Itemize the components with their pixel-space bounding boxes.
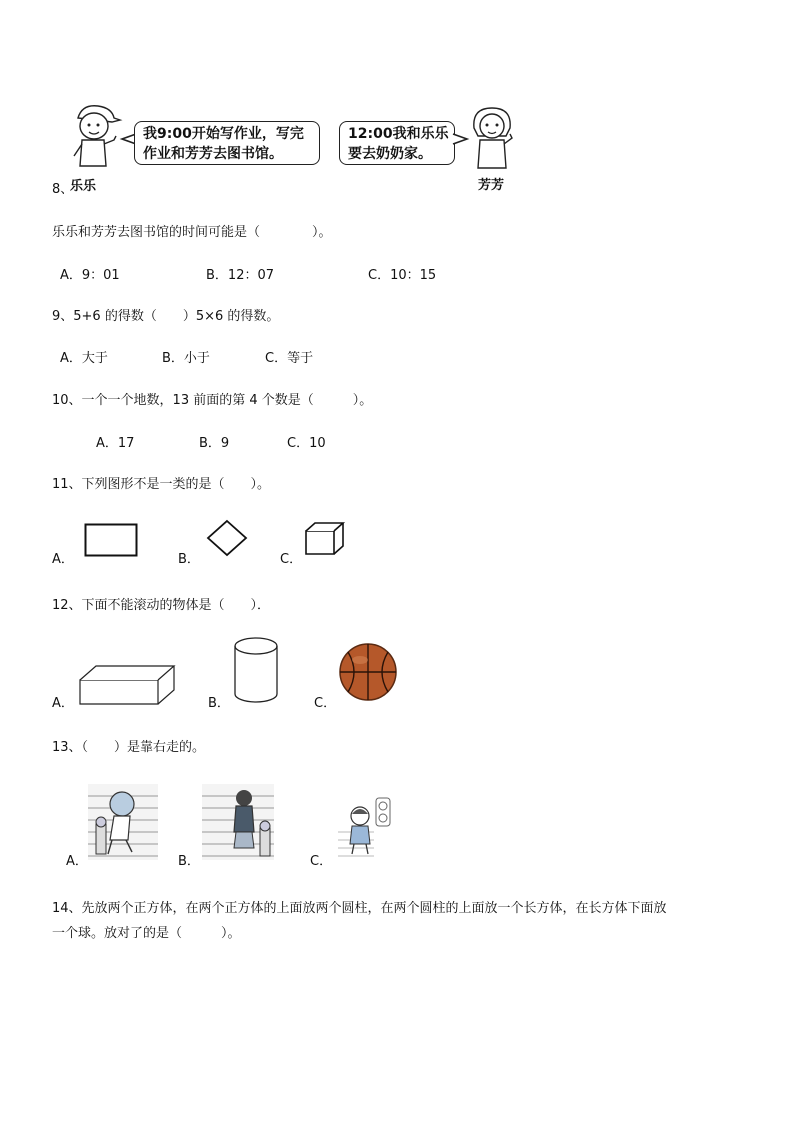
q8-option-b[interactable]: B．12：07: [206, 268, 275, 283]
q9-option-c[interactable]: C．等于: [265, 351, 314, 366]
cylinder-shape[interactable]: [232, 636, 280, 706]
question-11-text: 11、下列图形不是一类的是（ ）。: [52, 477, 271, 492]
lele-name-label: 乐乐: [70, 179, 97, 194]
q13-option-c-label[interactable]: C．: [310, 854, 333, 869]
q9-option-a[interactable]: A．大于: [60, 351, 108, 366]
cube-shape[interactable]: [304, 521, 346, 557]
rectangle-shape[interactable]: [84, 523, 138, 557]
q13-option-b-label[interactable]: B．: [178, 854, 200, 869]
question-12-text: 12、下面不能滚动的物体是（ ）．: [52, 598, 271, 613]
lele-speech-line1: 我9:00开始写作业，写完: [143, 126, 304, 142]
q10-option-c[interactable]: C．10: [287, 436, 326, 451]
q11-option-a-label[interactable]: A．: [52, 552, 74, 567]
stairs-figure-b[interactable]: [202, 784, 274, 860]
q13-option-a-label[interactable]: A．: [66, 854, 88, 869]
q11-option-b-label[interactable]: B．: [178, 552, 200, 567]
question-number-8: 8、: [52, 182, 74, 197]
fangfang-bubble-tail: [453, 132, 467, 146]
fangfang-speech-line1: 12:00我和乐乐: [348, 126, 449, 142]
q12-option-c-label[interactable]: C．: [314, 696, 337, 711]
question-13-text: 13、（ ）是靠右走的。: [52, 740, 206, 755]
question-10-text: 10、一个一个地数，13 前面的第 4 个数是（ ）。: [52, 393, 373, 408]
q12-option-b-label[interactable]: B．: [208, 696, 230, 711]
fangfang-speech-bubble: [339, 121, 455, 165]
q11-option-c-label[interactable]: C．: [280, 552, 303, 567]
stairs-figure-a[interactable]: [88, 784, 158, 860]
fangfang-illustration: [466, 104, 518, 172]
question-14-line2: 一个球。放对了的是（ ）。: [52, 926, 241, 941]
question-14-line1: 14、先放两个正方体，在两个正方体的上面放两个圆柱，在两个圆柱的上面放一个长方体，在长方体下面放: [52, 901, 667, 916]
question-9-text: 9、5+6 的得数（ ）5×6 的得数。: [52, 309, 280, 324]
cuboid-box-shape[interactable]: [78, 664, 176, 706]
q12-option-a-label[interactable]: A．: [52, 696, 74, 711]
lele-speech-bubble: [134, 121, 320, 165]
q10-option-a[interactable]: A．17: [96, 436, 135, 451]
q8-option-a[interactable]: A．9：01: [60, 268, 120, 283]
diamond-square-shape[interactable]: [206, 520, 248, 556]
basketball-icon[interactable]: [338, 642, 398, 702]
q8-option-c[interactable]: C．10：15: [368, 268, 437, 283]
stairs-figure-c[interactable]: [334, 788, 394, 860]
fangfang-speech-line2: 要去奶奶家。: [348, 146, 432, 162]
q9-option-b[interactable]: B．小于: [162, 351, 210, 366]
lele-illustration: [68, 100, 120, 172]
fangfang-name-label: 芳芳: [478, 178, 505, 193]
lele-speech-line2: 作业和芳芳去图书馆。: [143, 146, 283, 162]
q10-option-b[interactable]: B．9: [199, 436, 230, 451]
question-8-text: 乐乐和芳芳去图书馆的时间可能是（ ）。: [52, 225, 332, 240]
